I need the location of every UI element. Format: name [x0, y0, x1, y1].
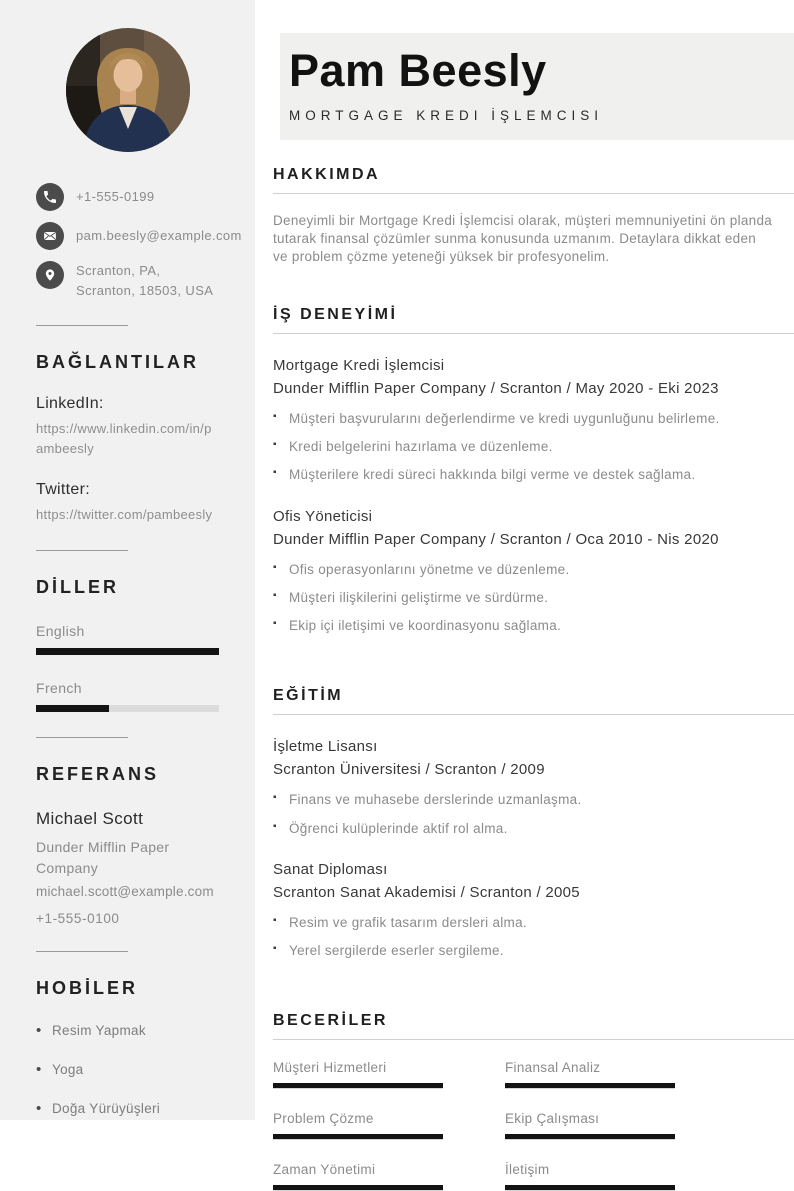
job-title: Ofis Yöneticisi	[273, 507, 373, 525]
language-level-bar	[36, 648, 219, 655]
job-bullet: ▪ Müşteri başvurularını değerlendirme ve kredi uygunluğunu belirleme.	[273, 410, 774, 428]
languages-section	[36, 577, 219, 712]
skill-bar	[505, 1185, 675, 1190]
skill-item	[505, 1111, 774, 1140]
skills-section	[273, 1012, 774, 1191]
person-job-title: MORTGAGE KREDI İŞLEMCISI	[289, 107, 604, 123]
language-level-bar	[36, 705, 109, 712]
connections-section	[36, 352, 219, 525]
degree-bullet: ▪ Resim ve grafik tasarım dersleri alma.	[273, 914, 774, 932]
divider	[36, 550, 128, 551]
job-bullet: ▪ Müşteri ilişkilerini geliştirme ve sürdürme.	[273, 589, 774, 607]
hobby-list	[36, 1023, 219, 1116]
hobby-item: • Yoga	[36, 1062, 219, 1077]
degree-meta: Scranton Sanat Akademisi / Scranton / 2005	[273, 883, 580, 901]
skill-item	[505, 1060, 774, 1089]
skills-heading: BECERİLER	[273, 1012, 388, 1030]
skill-bar	[273, 1134, 443, 1139]
degree-bullet: ▪ Finans ve muhasebe derslerinde uzmanlaşma.	[273, 791, 774, 809]
skill-label: Problem Çözme	[273, 1111, 374, 1127]
language-name: English	[36, 623, 85, 640]
degree-bullets	[273, 791, 774, 837]
job-bullet: ▪ Kredi belgelerini hazırlama ve düzenleme.	[273, 438, 774, 456]
skill-bar	[273, 1185, 443, 1190]
contact-phone-row	[36, 183, 219, 211]
email-icon	[36, 222, 64, 250]
skill-bar-track	[273, 1185, 443, 1191]
language-level-track	[36, 705, 219, 712]
language-level-track	[36, 648, 219, 655]
about-text: Deneyimli bir Mortgage Kredi İşlemcisi olarak, müşteri memnuniyetini ön planda tutarak finansal çözümler sunma konusunda uzmanım. Detaylara dikkat eden ve problem çözme yeteneği yüksek bir profesyonelim.	[273, 213, 773, 264]
hobby-item: • Resim Yapmak	[36, 1023, 219, 1038]
degree-title: Sanat Diploması	[273, 860, 388, 878]
experience-entry	[273, 354, 774, 485]
location-value: Scranton, PA, Scranton, 18503, USA	[76, 263, 214, 298]
divider	[36, 325, 128, 326]
location-pin-icon	[36, 261, 64, 289]
skill-bar	[505, 1134, 675, 1139]
twitter-label: Twitter:	[36, 481, 90, 499]
skill-item	[505, 1162, 774, 1191]
section-rule	[273, 333, 794, 334]
education-entry	[273, 858, 774, 960]
twitter-url[interactable]: https://twitter.com/pambeesly	[36, 507, 213, 523]
skill-bar-track	[505, 1134, 675, 1140]
job-meta: Dunder Mifflin Paper Company / Scranton / May 2020 - Eki 2023	[273, 380, 719, 397]
connections-heading: BAĞLANTILAR	[36, 352, 199, 372]
degree-bullet: ▪ Yerel sergilerde eserler sergileme.	[273, 942, 774, 960]
language-name: French	[36, 680, 82, 697]
header-band	[280, 33, 794, 140]
job-bullet: ▪ Müşterilere kredi süreci hakkında bilgi verme ve destek sağlama.	[273, 466, 774, 484]
job-title: Mortgage Kredi İşlemcisi	[273, 357, 445, 374]
linkedin-label: LinkedIn:	[36, 395, 104, 412]
skill-item	[273, 1111, 505, 1140]
contact-location-row	[36, 261, 219, 300]
divider	[36, 951, 128, 952]
hobbies-section	[36, 978, 219, 1116]
skills-grid	[273, 1060, 774, 1191]
skill-label: Müşteri Hizmetleri	[273, 1060, 387, 1076]
email-value: pam.beesly@example.com	[76, 228, 242, 244]
job-bullets	[273, 410, 774, 485]
skill-label: Finansal Analiz	[505, 1060, 601, 1076]
experience-section	[273, 306, 774, 635]
degree-bullets	[273, 914, 774, 960]
reference-email: michael.scott@example.com	[36, 884, 214, 900]
main-column	[255, 0, 794, 1178]
languages-heading: DİLLER	[36, 577, 119, 598]
skill-label: Ekip Çalışması	[505, 1111, 600, 1127]
skill-bar-track	[273, 1083, 443, 1089]
degree-title: İşletme Lisansı	[273, 738, 378, 756]
education-entry	[273, 735, 774, 837]
skill-bar-track	[505, 1083, 675, 1089]
about-heading: HAKKIMDA	[273, 166, 381, 183]
section-rule	[273, 1039, 794, 1040]
degree-meta: Scranton Üniversitesi / Scranton / 2009	[273, 761, 545, 779]
skill-bar	[273, 1083, 443, 1088]
about-section	[273, 166, 774, 266]
phone-value: +1-555-0199	[76, 189, 155, 205]
skill-item	[273, 1162, 505, 1191]
person-name: Pam Beesly	[289, 45, 547, 96]
section-rule	[273, 193, 794, 194]
skill-bar-track	[273, 1134, 443, 1140]
job-bullet: ▪ Ekip içi iletişimi ve koordinasyonu sağlama.	[273, 617, 774, 635]
divider	[36, 737, 128, 738]
job-bullets	[273, 561, 774, 636]
skill-bar-track	[505, 1185, 675, 1191]
reference-name: Michael Scott	[36, 809, 144, 829]
profile-photo	[66, 28, 190, 152]
education-heading: EĞİTİM	[273, 687, 344, 705]
skill-item	[273, 1060, 505, 1089]
sidebar	[0, 0, 255, 1120]
phone-icon	[36, 183, 64, 211]
skill-label: Zaman Yönetimi	[273, 1162, 376, 1178]
linkedin-url[interactable]: https://www.linkedin.com/in/pambeesly	[36, 421, 212, 457]
degree-bullet: ▪ Öğrenci kulüplerinde aktif rol alma.	[273, 820, 774, 838]
reference-company: Dunder Mifflin Paper Company	[36, 839, 170, 876]
education-section	[273, 687, 774, 960]
contact-list	[36, 183, 242, 300]
experience-heading: İŞ DENEYİMİ	[273, 306, 398, 323]
skill-bar	[505, 1083, 675, 1088]
job-meta: Dunder Mifflin Paper Company / Scranton / Oca 2010 - Nis 2020	[273, 530, 719, 548]
contact-email-row	[36, 222, 242, 250]
reference-phone: +1-555-0100	[36, 911, 120, 927]
job-bullet: ▪ Ofis operasyonlarını yönetme ve düzenleme.	[273, 561, 774, 579]
reference-section	[36, 764, 219, 926]
reference-heading: REFERANS	[36, 764, 160, 785]
section-rule	[273, 714, 794, 715]
profile-photo-illustration	[66, 28, 190, 152]
experience-entry	[273, 505, 774, 636]
hobbies-heading: HOBİLER	[36, 978, 138, 999]
skill-label: İletişim	[505, 1162, 550, 1178]
hobby-item: • Doğa Yürüyüşleri	[36, 1101, 219, 1116]
